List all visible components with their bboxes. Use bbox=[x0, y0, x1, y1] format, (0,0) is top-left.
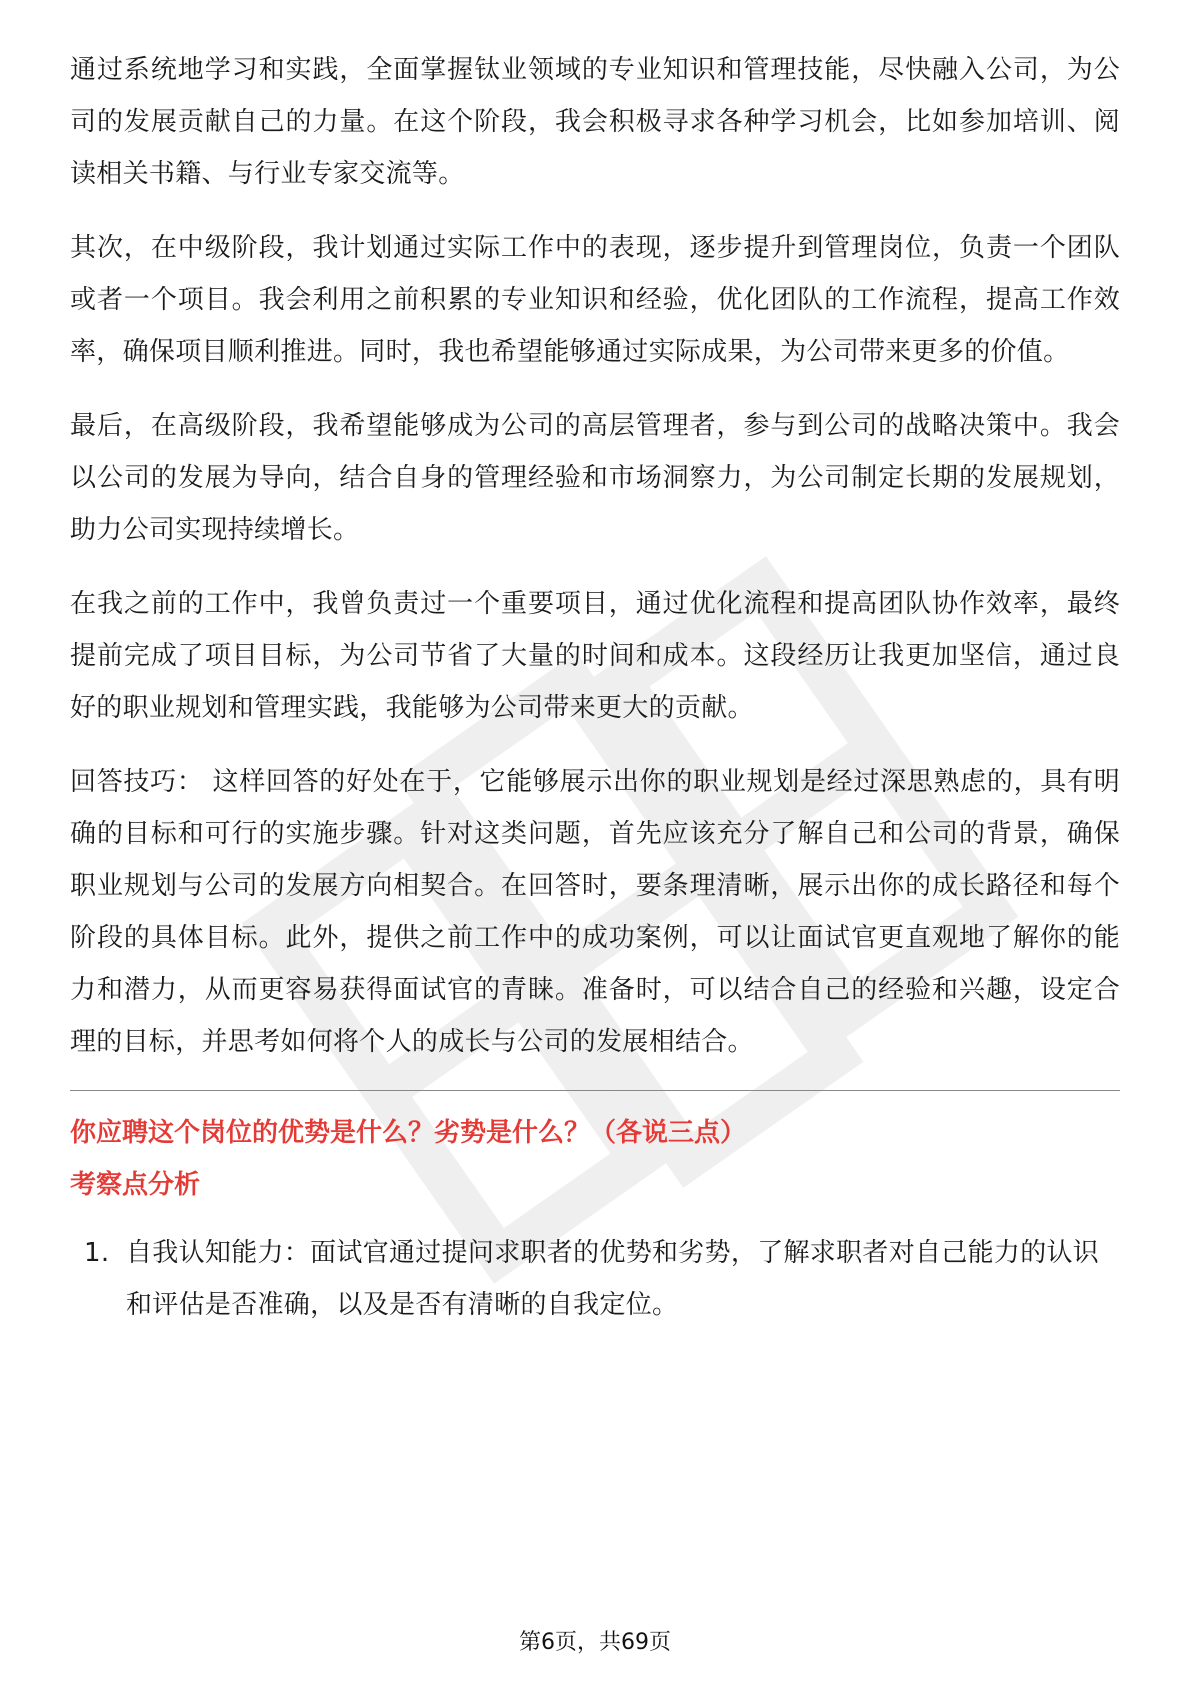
list-item bbox=[70, 1227, 1120, 1331]
paragraph-answer-tips: 回答技巧： 这样回答的好处在于，它能够展示出你的职业规划是经过深思熟虑的，具有明确的目标和可行的实施步骤。针对这类问题，首先应该充分了解自己和公司的背景，确保职业规划与公司的发展方向相契合。在回答时，要条理清晰，展示出你的成长路径和每个阶段的具体目标。此外，提供之前工作中的成功案例，可以让面试官更直观地了解你的能力和潜力，从而更容易获得面试官的青睐。准备时，可以结合自己的经验和兴趣，设定合理的目标，并思考如何将个人的成长与公司的发展相结合。 bbox=[70, 767, 1120, 1057]
list-item-number: 1. bbox=[84, 1238, 110, 1268]
analysis-heading: 考察点分析 bbox=[70, 1170, 201, 1200]
list-item-text: 自我认知能力：面试官通过提问求职者的优势和劣势，了解求职者对自己能力的认识和评估是否准确，以及是否有清晰的自我定位。 bbox=[126, 1238, 1100, 1320]
page-footer: 第6页，共69页 bbox=[519, 1630, 671, 1655]
paragraph-past-experience: 在我之前的工作中，我曾负责过一个重要项目，通过优化流程和提高团队协作效率，最终提前完成了项目目标，为公司节省了大量的时间和成本。这段经历让我更加坚信，通过良好的职业规划和管理实践，我能够为公司带来更大的贡献。 bbox=[70, 589, 1120, 723]
main-content bbox=[70, 44, 1120, 1331]
section-divider bbox=[70, 1090, 1120, 1091]
paragraph-middle-stage: 其次，在中级阶段，我计划通过实际工作中的表现，逐步提升到管理岗位，负责一个团队或者一个项目。我会利用之前积累的专业知识和经验，优化团队的工作流程，提高工作效率，确保项目顺利推进。同时，我也希望能够通过实际成果，为公司带来更多的价值。 bbox=[70, 233, 1120, 367]
paragraph-study-stage: 通过系统地学习和实践，全面掌握钛业领域的专业知识和管理技能，尽快融入公司，为公司的发展贡献自己的力量。在这个阶段，我会积极寻求各种学习机会，比如参加培训、阅读相关书籍、与行业专家交流等。 bbox=[70, 55, 1120, 189]
paragraph-senior-stage: 最后，在高级阶段，我希望能够成为公司的高层管理者，参与到公司的战略决策中。我会以公司的发展为导向，结合自身的管理经验和市场洞察力，为公司制定长期的发展规划，助力公司实现持续增长。 bbox=[70, 411, 1120, 545]
analysis-list bbox=[70, 1227, 1120, 1331]
question-title: 你应聘这个岗位的优势是什么？劣势是什么？（各说三点） bbox=[70, 1118, 747, 1148]
